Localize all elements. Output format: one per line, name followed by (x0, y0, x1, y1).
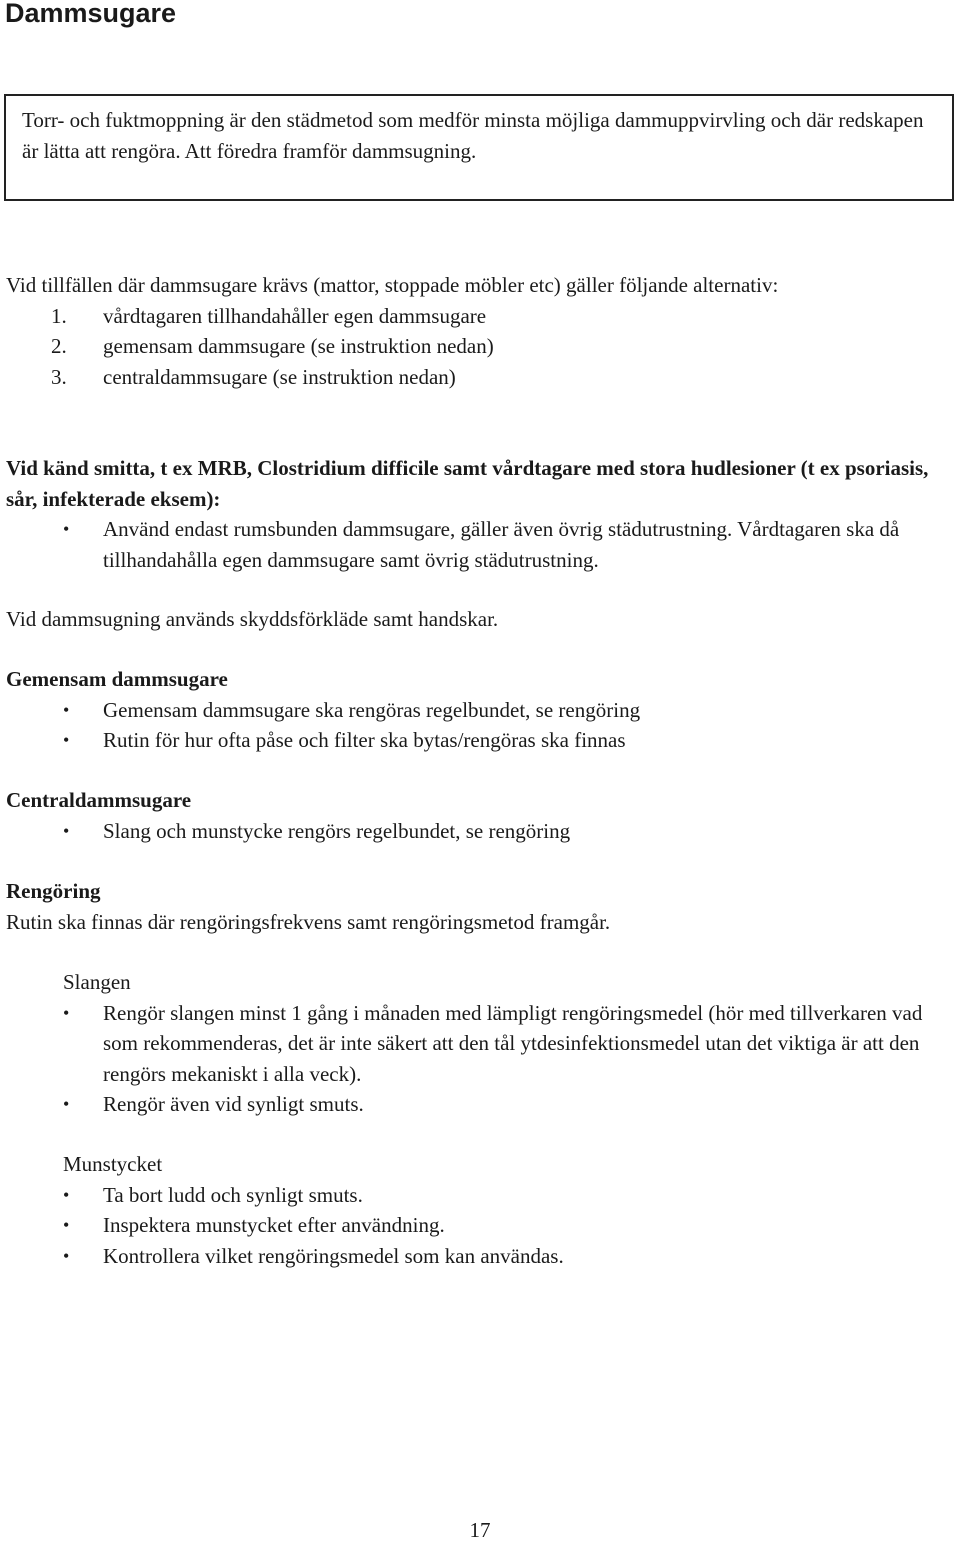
hose-heading: Slangen (63, 970, 131, 994)
bullet-icon: • (63, 519, 70, 539)
bullet-icon: • (63, 1002, 70, 1023)
central-list (6, 816, 946, 847)
list-text: Ta bort ludd och synligt smuts. (103, 1182, 363, 1207)
nozzle-section (6, 1149, 946, 1271)
bullet-icon: • (63, 820, 70, 841)
alternatives-section (6, 270, 946, 392)
list-text: Kontrollera vilket rengöringsmedel som kan användas. (103, 1243, 564, 1268)
list-item (6, 1241, 946, 1272)
page-number: 17 (469, 1518, 491, 1542)
infection-heading: Vid känd smitta, t ex MRB, Clostridium difficile samt vårdtagare med stora hudlesioner (t ex psoriasis, sår, infekterade eksem): (6, 456, 929, 511)
list-text: gemensam dammsugare (se instruktion nedan) (103, 334, 494, 358)
list-text: vårdtagaren tillhandahåller egen dammsugare (103, 303, 487, 328)
list-text: Gemensam dammsugare ska rengöras regelbundet, se rengöring (103, 697, 641, 722)
protection-text: Vid dammsugning används skyddsförkläde samt handskar. (6, 607, 499, 631)
list-number: 3. (51, 364, 67, 389)
infection-list (6, 514, 946, 575)
page-title: Dammsugare (5, 0, 177, 28)
list-item (6, 331, 946, 362)
cleaning-heading: Rengöring (6, 879, 101, 903)
bullet-icon: • (63, 1094, 70, 1114)
list-text: Använd endast rumsbunden dammsugare, gäller även övrig städutrustning. Vårdtagaren ska då tillhandahålla egen dammsugare samt övrig städutrustning. (103, 517, 900, 572)
list-item (6, 1210, 946, 1241)
list-item (6, 725, 946, 756)
bullet-icon: • (63, 1184, 70, 1205)
bullet-icon: • (63, 1215, 70, 1235)
intro-text: Torr- och fuktmoppning är den städmetod som medför minsta möjliga dammuppvirvling och där redskapen är lätta att rengöra. Att föredra framför dammsugning. (22, 108, 924, 163)
protection-section (6, 604, 946, 635)
list-item (6, 816, 946, 847)
list-item (6, 362, 946, 393)
intro-box (4, 94, 954, 201)
alternatives-list (6, 301, 946, 393)
shared-list (6, 695, 946, 756)
central-section (6, 785, 946, 846)
bullet-icon: • (63, 730, 70, 750)
shared-section (6, 664, 946, 756)
list-item (6, 695, 946, 726)
cleaning-text: Rutin ska finnas där rengöringsfrekvens samt rengöringsmetod framgår. (6, 909, 611, 934)
cleaning-section (6, 876, 946, 937)
list-text: centraldammsugare (se instruktion nedan) (103, 364, 456, 389)
hose-section (6, 967, 946, 1120)
nozzle-heading: Munstycket (63, 1152, 163, 1176)
alternatives-intro: Vid tillfällen där dammsugare krävs (mattor, stoppade möbler etc) gäller följande alternativ: (6, 273, 779, 297)
list-number: 2. (51, 334, 67, 358)
hose-list (6, 998, 946, 1120)
nozzle-list (6, 1180, 946, 1272)
shared-heading: Gemensam dammsugare (6, 667, 228, 691)
list-text: Rengör även vid synligt smuts. (103, 1092, 364, 1116)
list-text: Slang och munstycke rengörs regelbundet, se rengöring (103, 818, 571, 843)
list-item (6, 1089, 946, 1120)
bullet-icon: • (63, 699, 70, 720)
central-heading: Centraldammsugare (6, 788, 192, 812)
infection-section (6, 453, 946, 575)
list-item (6, 301, 946, 332)
list-text: Inspektera munstycket efter användning. (103, 1213, 445, 1237)
list-item (6, 998, 946, 1090)
bullet-icon: • (63, 1245, 70, 1266)
list-item (6, 514, 946, 575)
list-item (6, 1180, 946, 1211)
list-text: Rengör slangen minst 1 gång i månaden med lämpligt rengöringsmedel (hör med tillverkaren vad som rekommenderas, det är inte säkert att den tål ytdesinfektionsmedel utan det viktiga är att den rengörs mekaniskt i alla veck). (103, 1000, 923, 1086)
list-number: 1. (51, 303, 67, 328)
list-text: Rutin för hur ofta påse och filter ska bytas/rengöras ska finnas (103, 728, 626, 752)
